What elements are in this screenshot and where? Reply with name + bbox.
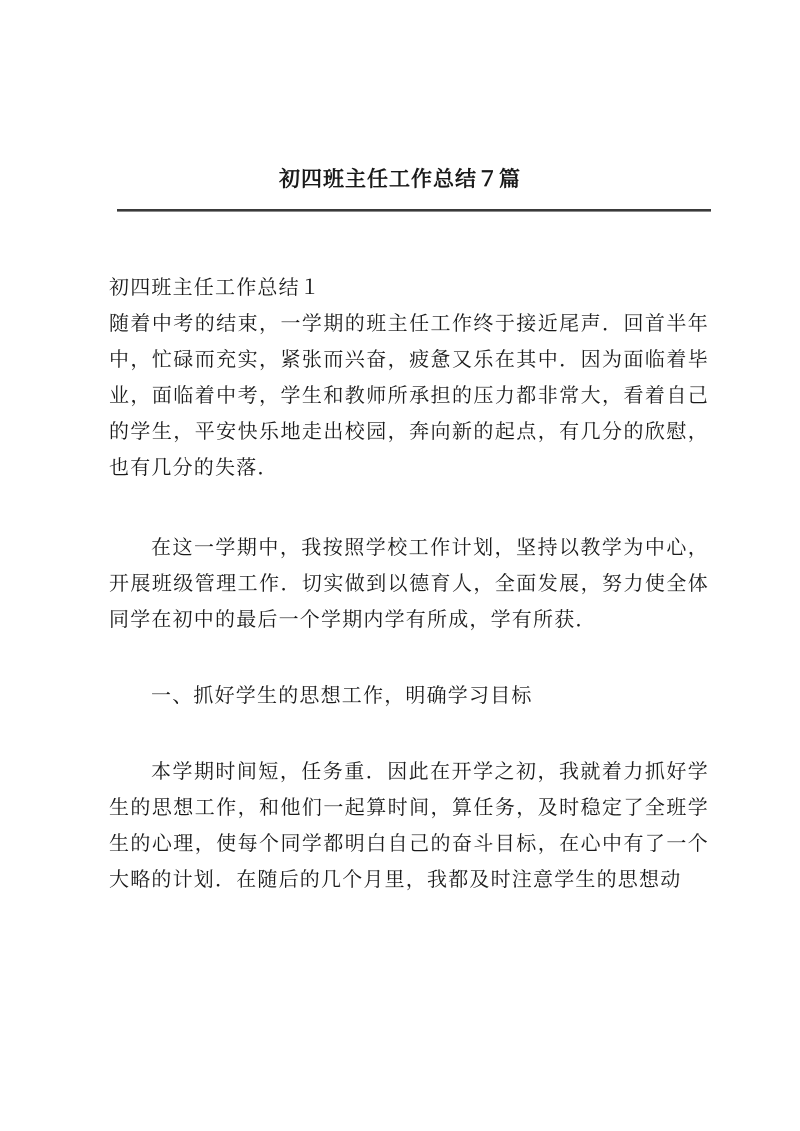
paragraph-thought-work: 本学期时间短，任务重．因此在开学之初，我就着力抓好学生的思想工作，和他们一起算时间，算任务，及时稳定了全班学生的心理，使每个同学都明白自己的奋斗目标，在心中有了一个大略的计划．在随后的几个月里，我都及时注意学生的思想动: [109, 759, 709, 891]
section-heading: 初四班主任工作总结１: [109, 275, 321, 299]
paragraph-plan: 在这一学期中，我按照学校工作计划，坚持以教学为中心，开展班级管理工作．切实做到以德育人，全面发展，努力使全体同学在初中的最后一个学期内学有所成，学有所获．: [109, 535, 709, 631]
document-body: [109, 269, 709, 897]
paragraph-spacer: [109, 713, 709, 753]
paragraph-spacer: [109, 485, 709, 529]
subsection-heading: 一、抓好学生的思想工作，明确学习目标: [151, 683, 533, 707]
paragraph-intro: 随着中考的结束，一学期的班主任工作终于接近尾声．回首半年中，忙碌而充实，紧张而兴奋，疲惫又乐在其中．因为面临着毕业，面临着中考，学生和教师所承担的压力都非常大，看着自己的学生，平安快乐地走出校园，奔向新的起点，有几分的欣慰，也有几分的失落．: [109, 311, 709, 479]
title-divider: [117, 209, 711, 212]
paragraph-spacer: [109, 637, 709, 677]
document-title: 初四班主任工作总结７篇: [279, 166, 521, 191]
